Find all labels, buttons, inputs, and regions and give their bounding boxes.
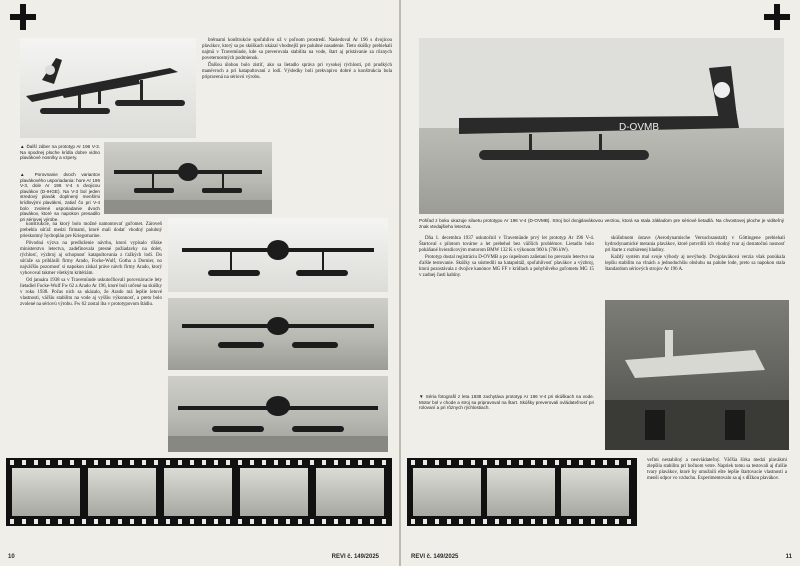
film-strip-left	[6, 458, 392, 526]
photo-seaplane-front-beach	[104, 142, 272, 214]
right-page	[401, 0, 800, 566]
paragraph: veľmi nestabilný a neovládateľný. Väčšia šírka medzi plavákmi zlepšila stabilitu pri bočnom vetre. Napriek tomu sa testovali aj ďalšie tvary plavákov, ktoré by umožnili ešte lepšie štartovacie vlastnosti a menší odpor vo vzduchu. Experimentovalo sa aj s dĺžkou plavákov.	[647, 458, 787, 481]
film-frame	[487, 468, 555, 516]
photo-seaplane-hangar	[605, 300, 789, 450]
film-frame	[240, 468, 308, 516]
film-perforation	[6, 460, 392, 465]
film-strip-right	[407, 458, 637, 526]
film-perforation	[407, 519, 637, 524]
paragraph: Ďalšou úlohou bolo zistiť, ako sa lietadlo správa pri vysokej rýchlosti, pri prudkých manévroch a pri katapultovaní z lodí. Výsledky boli prekvapivo dobré a konštrukcia bola pripravená na sériovú výrobu.	[202, 63, 392, 80]
svg-text:D-OVMB: D-OVMB	[619, 122, 659, 133]
caption-middle-left: ▲ Porovnanie dvoch variantov plavákového usporiadania: hore Ar 196 V-3, dole Ar 196 V-4 s dvojicou plavákov (D-IHGE). Na V-3 bol jeden stredový plavák doplnený menšími krídlovými plavákmi, zatiaľ čo pri V-4 bolo zvolené usporiadanie dvoch plavákov, ktoré sa napokon presadilo pri sériovej výrobe.	[20, 172, 100, 222]
body-text-right-col1	[419, 236, 594, 386]
film-frame	[88, 468, 156, 516]
paragraph: konštrukcie, na ktorý bolo možné namontovať guľomet. Zároveň prebehla súťaž medzi firmami, ktoré mali dodať vhodný palubný prieskumný hydroplán pre Kriegsmarine.	[20, 222, 162, 239]
caption-bottom-right: ▼ Séria fotografií z leta 1938 zachytáva prototyp Ar 196 V-4 pri skúškach na vode. Motor bol v chode a stroj sa pripravoval na štart. Skúšky preverovali ovládateľnosť pri rolovaní a pri rôznych rýchlostiach.	[419, 394, 594, 411]
running-title-right: REVI č. 149/2025	[411, 554, 459, 560]
paragraph: skúšobnom ústave (Aerodynamische Versuchsanstalt) v Göttingene prebiehali hydrodynamické merania plavákov, ktoré potvrdili ich vhodný tvar aj dostatočnú nosnosť pri štarte z rozbúrenej hladiny.	[605, 236, 785, 253]
caption-top-left: ▲ Ďalší záber na prototyp Ar 196 V-3. Na spodnej ploche krídla dobre vidno plavákové nosníky a vzpery.	[20, 144, 100, 161]
paragraph: Každý systém mal svoje výhody aj nevýhody. Dvojplaváková verzia však ponúkala lepšiu stabilitu na vlnách a jednoduchšiu obsluhu na palube lode, preto sa napokon stala štandardom sériových strojov Ar 196 A.	[605, 255, 785, 272]
caption-top-right: Pohľad z boku ukazuje siluetu prototypu Ar 196 V-4 (D-OVMB). Stroj bol dvojplavákovou verziou, ktorá sa stala základom pre sériové lietadlá. Na chvostovej ploche je viditeľný znak vtedajšieho letectva.	[419, 218, 784, 229]
photo-seaplane-sea	[168, 298, 388, 370]
photo-seaplane-water-takeoff	[168, 376, 388, 452]
page-number-left: 10	[8, 554, 15, 560]
film-frame	[561, 468, 629, 516]
film-frame	[316, 468, 384, 516]
film-frame	[12, 468, 80, 516]
balkenkreuz-icon	[764, 4, 790, 30]
photo-seaplane-front-flight	[168, 218, 388, 292]
film-perforation	[407, 460, 637, 465]
balkenkreuz-icon	[10, 4, 36, 30]
page-number-right: 11	[785, 554, 792, 560]
body-text-left-column	[20, 222, 162, 454]
running-title-left: REVI č. 149/2025	[331, 554, 379, 560]
film-frame	[164, 468, 232, 516]
film-perforation	[6, 519, 392, 524]
paragraph: Dňa 1. decembra 1937 uskutočnil v Travemünde prvý let prototyp Ar 196 V-4. Štartoval s pilotom továrne a let prebehol bez väčších problémov. Lietadlo bolo poháňané hviezdicovým motorom BMW 132 K s výkonom 960 k (706 kW).	[419, 236, 594, 253]
paragraph: brémami konštrukcie spoľahlivo už v poľnom prostredí. Nasledoval Ar 196 s dvojicou plavákov, ktorý sa po skúškach ukázal vhodnejší pre palubné nasadenie. Tieto skúšky prebiehali najmä v Travemünde, kde sa preverovala stabilita na vode, štart aj pristávanie za rôznych poveternostných podmienok.	[202, 38, 392, 61]
paragraph: Od januára 1938 sa v Travemünde uskutočňovali porovnávacie lety lietadiel Focke-Wulf Fw 62 a Arado Ar 196, ktoré boli určené na skúšky v roku 1938. Počas nich sa ukázalo, že Arado má lepšie letové vlastnosti, väčšiu stabilitu na vode aj vyššiu výkonnosť, a preto bolo zvolené na sériovú výrobu. Fw 62 zostal iba v prototypovom štádiu.	[20, 278, 162, 307]
photo-seaplane-flight	[20, 38, 196, 138]
left-page	[0, 0, 399, 566]
body-text-top-right	[202, 38, 392, 134]
body-text-bottom-right	[647, 458, 787, 548]
paragraph: Pôvodná výzva na predloženie návrhu, ktorú vypísalo ríšske ministerstvo letectva, zadefinovala presné požiadavky na dolet, rýchlosť, výzbroj aj schopnosť katapultovania z ťažkých lodí. Do súťaže sa prihlásili firmy Arado, Focke-Wulf, Gotha a Dornier, no najväčšiu pozornosť si napokon získal práve návrh firmy Arado, ktorý vyhovoval takmer všetkým kritériám.	[20, 241, 162, 276]
photo-seaplane-side-dovmb	[419, 38, 784, 214]
film-frame	[413, 468, 481, 516]
paragraph: Prototyp dostal registráciu D-OVMB a po úspešnom zalietaní ho prevzalo letectvo na ďalšie testovanie. Skúšky sa sústredili na katapultáž, spoľahlivosť plavákov a výzbroj, ktorá pozostávala z dvojice kanónov MG FF v krídlach a pohyblivého guľometu MG 15 v zadnej časti kabíny.	[419, 255, 594, 278]
